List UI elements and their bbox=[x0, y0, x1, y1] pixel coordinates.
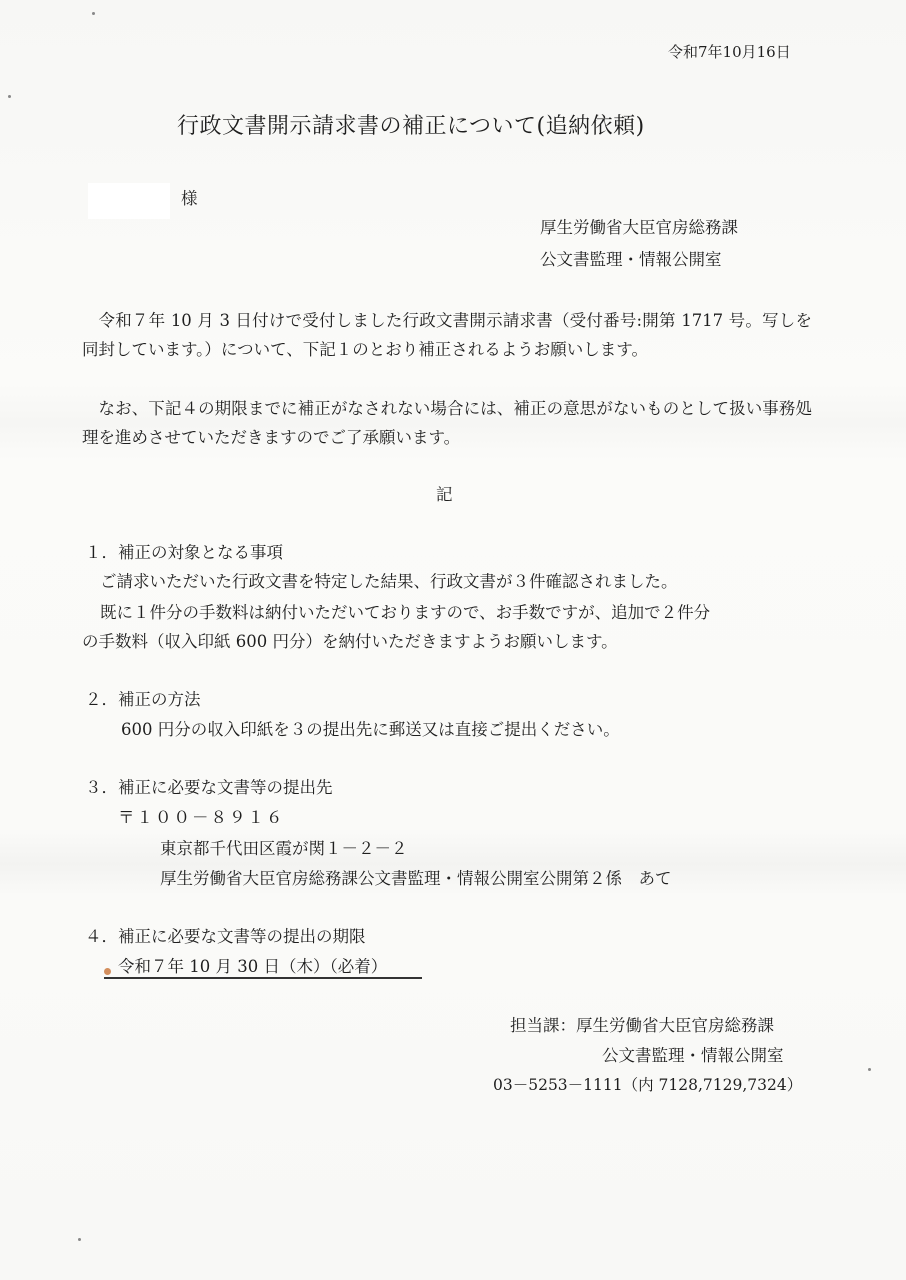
section-1-line-2: 既に１件分の手数料は納付いただいておりますので、お手数ですが、追加で２件分 bbox=[100, 603, 711, 622]
section-2-line-1: 600 円分の収入印紙を３の提出先に郵送又は直接ご提出ください。 bbox=[121, 720, 620, 739]
deadline-underline bbox=[104, 977, 422, 979]
contact-department: 担当課：厚生労働省大臣官房総務課 bbox=[510, 1016, 774, 1035]
redacted-recipient-name bbox=[88, 183, 170, 219]
section-1-line-3: の手数料（収入印紙 600 円分）を納付いただきますようお願いします。 bbox=[82, 632, 618, 651]
submission-address: 東京都千代田区霞が関１－２－２ bbox=[160, 839, 408, 858]
postal-code: 〒１００－８９１６ bbox=[118, 808, 285, 827]
paper-speck bbox=[8, 95, 11, 98]
section-4-heading: ４．補正に必要な文書等の提出の期限 bbox=[85, 927, 366, 946]
body-paragraph-deadline-notice: なお、下記４の期限までに補正がなされない場合には、補正の意思がないものとして扱い事務処理を進めさせていただきますのでご了承願います。 bbox=[82, 399, 812, 447]
submission-office: 厚生労働省大臣官房総務課公文書監理・情報公開室公開第２係 あて bbox=[160, 869, 672, 888]
paper-speck bbox=[868, 1068, 871, 1071]
section-1-line-1: ご請求いただいた行政文書を特定した結果、行政文書が３件確認されました。 bbox=[100, 572, 678, 591]
body-paragraph-request: 令和７年 10 月 3 日付けで受付しました行政文書開示請求書（受付番号:開第 1717 号。写しを同封しています。）について、下記１のとおり補正されるようお願いします。 bbox=[82, 311, 812, 359]
recipient-honorific: 様 bbox=[181, 189, 198, 208]
paper-speck bbox=[78, 1238, 81, 1241]
ki-heading: 記 bbox=[436, 485, 453, 504]
letter-date: 令和7年10月16日 bbox=[668, 43, 791, 61]
section-2-heading: ２．補正の方法 bbox=[85, 690, 201, 709]
section-3-heading: ３．補正に必要な文書等の提出先 bbox=[85, 778, 333, 797]
contact-phone: 03－5253－1111（内 7128,7129,7324） bbox=[493, 1076, 803, 1094]
paper-speck bbox=[92, 12, 95, 15]
section-1-heading: １．補正の対象となる事項 bbox=[85, 543, 283, 562]
sender-department: 厚生労働省大臣官房総務課 bbox=[540, 218, 738, 237]
sender-office: 公文書監理・情報公開室 bbox=[540, 250, 722, 269]
letter-title: 行政文書開示請求書の補正について(追納依頼) bbox=[177, 114, 645, 139]
submission-deadline: 令和７年 10 月 30 日（木）（必着） bbox=[118, 957, 388, 976]
contact-office: 公文書監理・情報公開室 bbox=[602, 1046, 784, 1065]
ink-stain-mark bbox=[104, 968, 111, 975]
